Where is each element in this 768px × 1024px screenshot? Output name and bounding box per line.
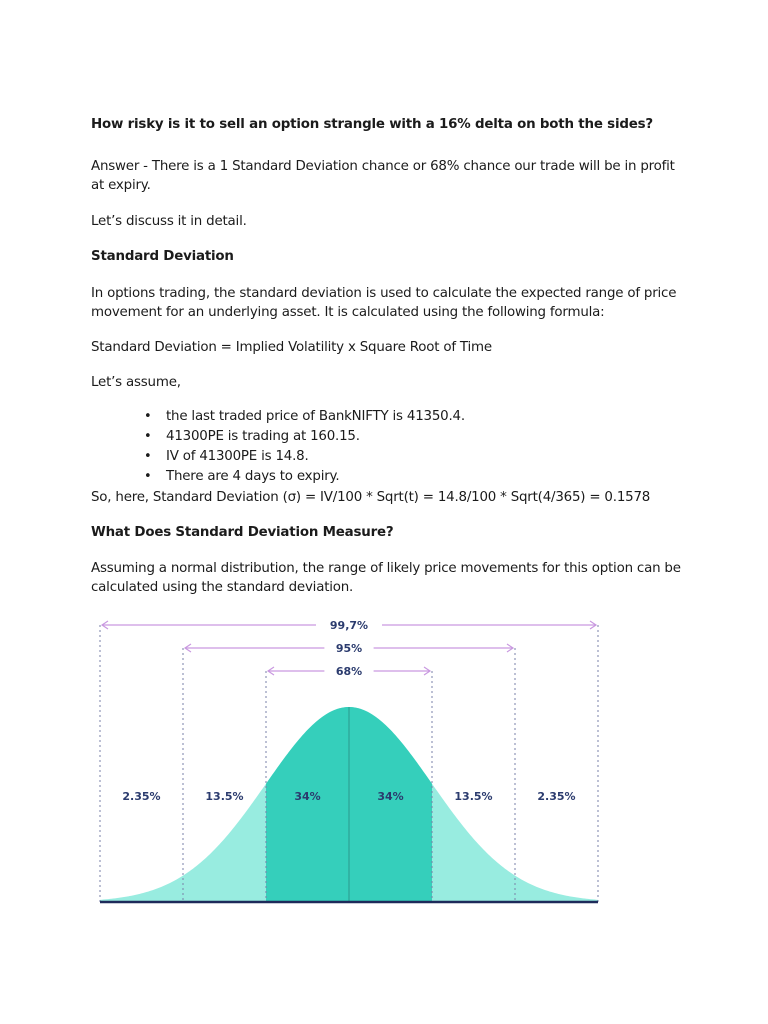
range-label: 95% bbox=[335, 642, 363, 655]
list-item: • IV of 41300PE is 14.8. bbox=[91, 447, 691, 467]
region-label: 2.35% bbox=[537, 790, 576, 803]
range-label: 68% bbox=[335, 665, 363, 678]
standard-deviation-paragraph: In options trading, the standard deviation is used to calculate the expected range of price movement for an underlying asset. It is calculated using the following formula: bbox=[91, 286, 677, 320]
question-heading: How risky is it to sell an option strangle with a 16% delta on both the sides? bbox=[91, 117, 653, 132]
assumption-list bbox=[91, 407, 691, 487]
normal-distribution-chart bbox=[96, 612, 606, 912]
list-item: • the last traded price of BankNIFTY is 41350.4. bbox=[91, 407, 691, 427]
range-label: 99,7% bbox=[329, 619, 369, 632]
discuss-paragraph: Let’s discuss it in detail. bbox=[91, 214, 247, 229]
region-label: 34% bbox=[377, 790, 404, 803]
answer-paragraph: Answer - There is a 1 Standard Deviation chance or 68% chance our trade will be in profit at expiry. bbox=[91, 159, 675, 193]
measure-paragraph: Assuming a normal distribution, the range of likely price movements for this option can be calculated using the standard deviation. bbox=[91, 561, 681, 595]
calculation-line: So, here, Standard Deviation (σ) = IV/100 * Sqrt(t) = 14.8/100 * Sqrt(4/365) = 0.1578 bbox=[91, 490, 651, 505]
list-item: • There are 4 days to expiry. bbox=[91, 467, 691, 487]
measure-heading: What Does Standard Deviation Measure? bbox=[91, 525, 394, 540]
region-label: 2.35% bbox=[122, 790, 161, 803]
region-label: 13.5% bbox=[205, 790, 244, 803]
region-label: 34% bbox=[294, 790, 321, 803]
formula-line: Standard Deviation = Implied Volatility x Square Root of Time bbox=[91, 340, 492, 355]
assume-line: Let’s assume, bbox=[91, 375, 181, 390]
list-item: • 41300PE is trading at 160.15. bbox=[91, 427, 691, 447]
region-label: 13.5% bbox=[454, 790, 493, 803]
standard-deviation-heading: Standard Deviation bbox=[91, 249, 234, 264]
